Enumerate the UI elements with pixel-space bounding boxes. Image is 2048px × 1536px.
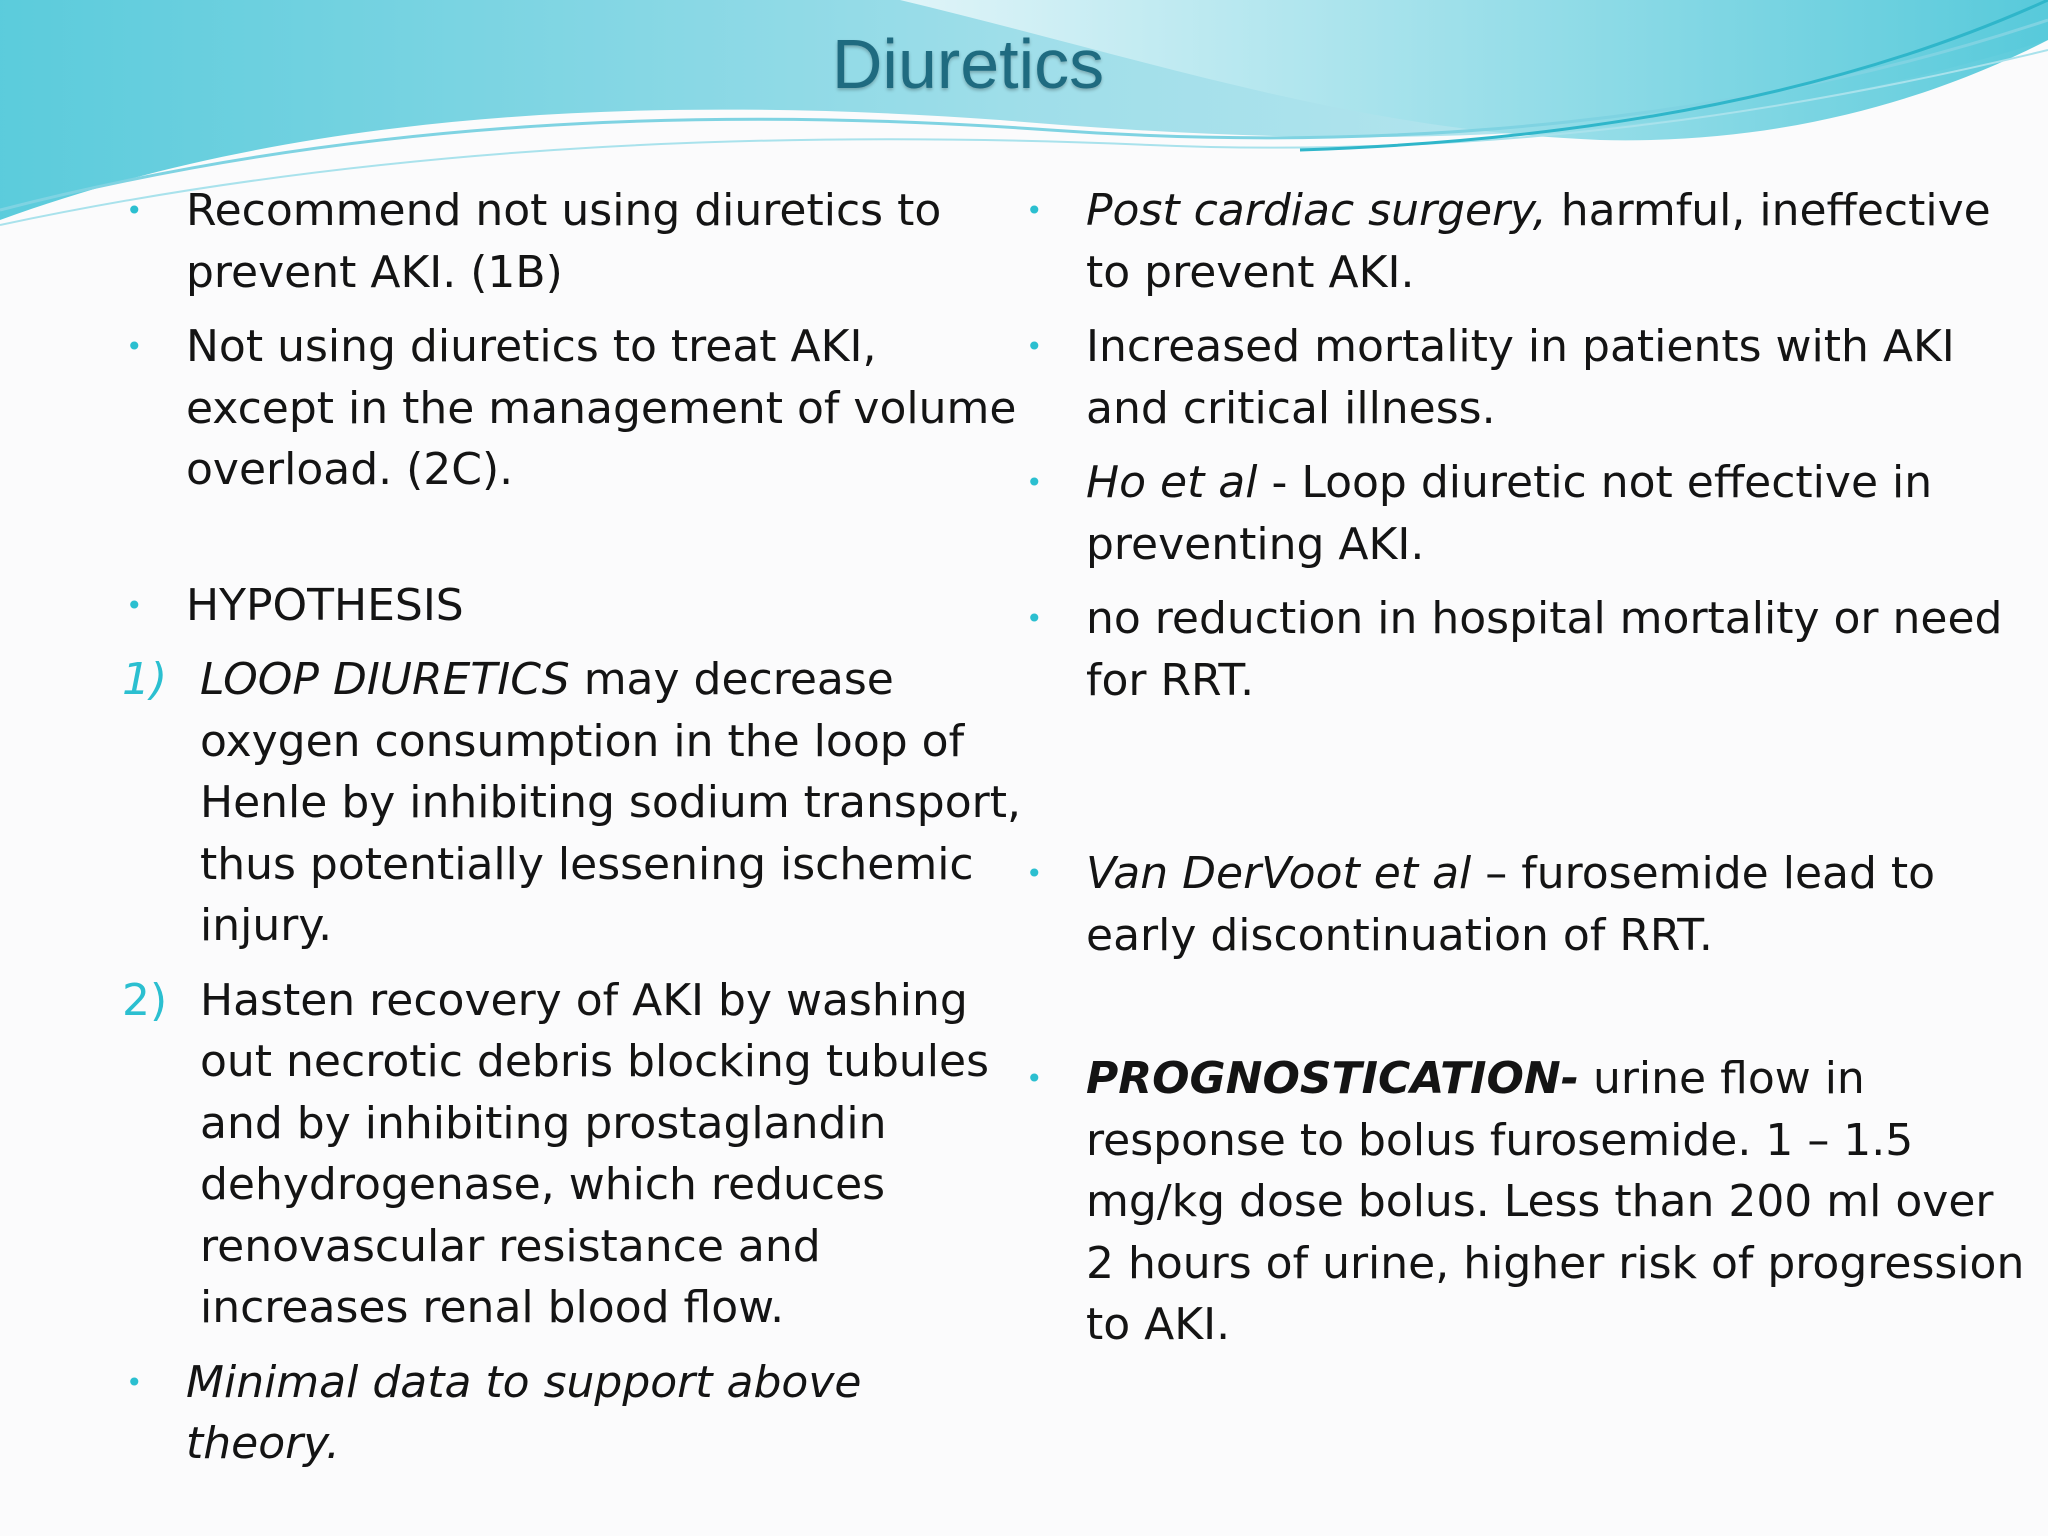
numbered-item <box>122 649 1026 957</box>
item-italic-text: LOOP DIURETICS <box>200 654 570 705</box>
list-item <box>126 180 1026 303</box>
list-item <box>1026 1048 2026 1356</box>
bullet-icon: • <box>1026 602 1043 635</box>
bullet-icon: • <box>126 194 143 227</box>
item-text: HYPOTHESIS <box>186 579 464 631</box>
item-text: Not using diuretics to treat AKI, except in the management of volume overload. (2C). <box>186 321 1017 495</box>
item-text: harmful, ineffective to prevent AKI. <box>1086 185 1991 298</box>
list-item <box>126 575 1026 637</box>
item-text: may decrease oxygen consumption in the loop of Henle by inhibiting sodium transport, thus potentially lessening ischemic injury. <box>200 654 1021 951</box>
item-text: Hasten recovery of AKI by washing out necrotic debris blocking tubules and by inhibiting prostaglandin dehydrogenase, which reduces renovascular resistance and increases renal blood flow. <box>200 974 989 1333</box>
list-item <box>1026 316 2026 439</box>
bullet-icon: • <box>1026 466 1043 499</box>
bullet-icon: • <box>1026 194 1043 227</box>
list-item <box>1026 180 2026 303</box>
item-text: - Loop diuretic not effective in preventing AKI. <box>1086 457 1933 570</box>
item-text: no reduction in hospital mortality or need for RRT. <box>1086 593 2003 706</box>
item-text: – furosemide lead to early discontinuation of RRT. <box>1086 848 1936 961</box>
bullet-icon: • <box>1026 330 1043 363</box>
item-text: Increased mortality in patients with AKI and critical illness. <box>1086 321 1955 434</box>
item-bold-italic-text: PROGNOSTICATION- <box>1086 1053 1579 1104</box>
right-column <box>1026 180 2026 1356</box>
item-italic-text: Post cardiac surgery, <box>1086 185 1547 236</box>
slide-title: Diuretics <box>831 25 1105 103</box>
item-text: Recommend not using diuretics to prevent AKI. (1B) <box>186 185 942 298</box>
item-italic-text: Van DerVoot et al <box>1086 848 1472 899</box>
left-column <box>122 180 1026 1475</box>
bullet-icon: • <box>126 330 143 363</box>
item-number: 1) <box>122 654 168 705</box>
bullet-icon: • <box>1026 857 1043 890</box>
bullet-icon: • <box>126 588 143 622</box>
list-item <box>1026 843 2026 966</box>
bullet-icon: • <box>1026 1062 1043 1095</box>
item-italic-text: Ho et al <box>1086 457 1258 508</box>
numbered-item <box>122 970 1026 1339</box>
item-text: urine flow in response to bolus furosemide. 1 – 1.5 mg/kg dose bolus. Less than 200 ml over 2 hours of urine, higher risk of progression to AKI. <box>1086 1053 2025 1350</box>
list-item <box>126 316 1026 501</box>
bullet-icon: • <box>126 1365 143 1399</box>
item-number: 2) <box>122 974 168 1026</box>
list-item <box>1026 588 2026 711</box>
list-item <box>1026 452 2026 575</box>
list-item <box>126 1352 1026 1475</box>
item-italic-text: Minimal data to support above theory. <box>186 1356 862 1469</box>
